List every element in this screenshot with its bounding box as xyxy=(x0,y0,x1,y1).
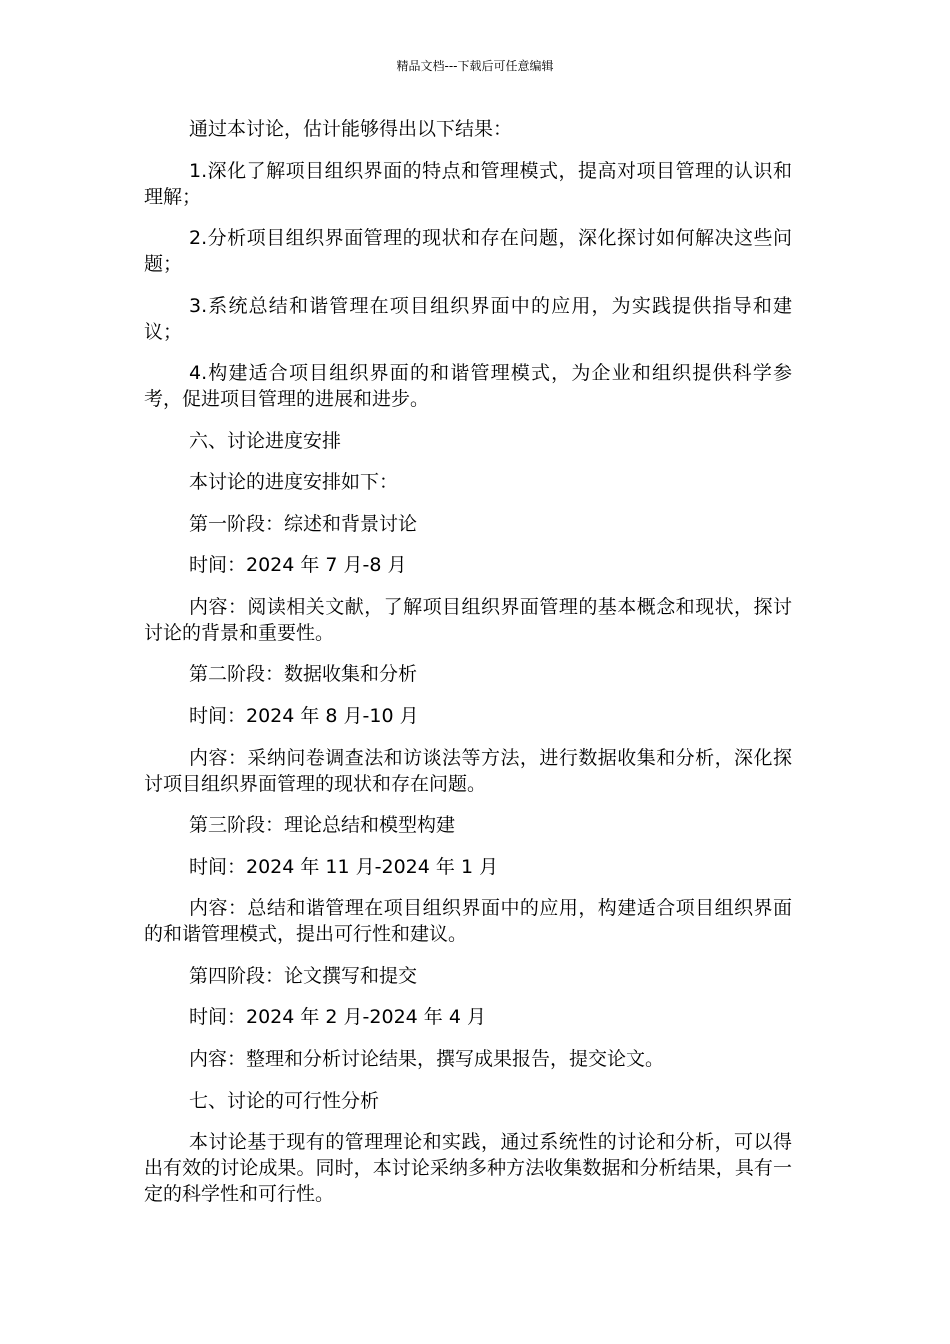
stage-3-title: 第三阶段：理论总结和模型构建 xyxy=(189,814,456,837)
paragraph-result-4: 4.构建适合项目组织界面的和谐管理模式，为企业和组织提供科学参考，促进项目管理的进展和进步。 xyxy=(144,362,792,411)
stage-1-title: 第一阶段：综述和背景讨论 xyxy=(189,512,418,535)
stage-4-time: 时间：2024 年 2 月-2024 年 4 月 xyxy=(189,1006,486,1029)
paragraph-intro: 通过本讨论，估计能够得出以下结果： xyxy=(189,118,513,140)
stage-2-title: 第二阶段：数据收集和分析 xyxy=(189,663,418,686)
paragraph-result-1: 1.深化了解项目组织界面的特点和管理模式，提高对项目管理的认识和理解； xyxy=(144,159,792,208)
section-heading-feasibility: 七、讨论的可行性分析 xyxy=(189,1089,380,1112)
paragraph-feasibility: 本讨论基于现有的管理理论和实践，通过系统性的讨论和分析，可以得出有效的讨论成果。同时，本讨论采纳多种方法收集数据和分析结果，具有一定的科学性和可行性。 xyxy=(144,1131,792,1206)
stage-2-time: 时间：2024 年 8 月-10 月 xyxy=(189,705,419,728)
section-heading-schedule: 六、讨论进度安排 xyxy=(189,429,342,452)
stage-3-content: 内容：总结和谐管理在项目组织界面中的应用，构建适合项目组织界面的和谐管理模式，提出可行性和建议。 xyxy=(144,897,792,946)
page-header: 精品文档---下载后可任意编辑 xyxy=(396,59,554,73)
paragraph-result-2: 2.分析项目组织界面管理的现状和存在问题，深化探讨如何解决这些问题； xyxy=(144,227,792,276)
stage-3-time: 时间：2024 年 11 月-2024 年 1 月 xyxy=(189,855,499,878)
stage-2-content: 内容：采纳问卷调查法和访谈法等方法，进行数据收集和分析，深化探讨项目组织界面管理的现状和存在问题。 xyxy=(144,746,792,795)
stage-4-title: 第四阶段：论文撰写和提交 xyxy=(189,964,418,987)
paragraph-result-3: 3.系统总结和谐管理在项目组织界面中的应用，为实践提供指导和建议； xyxy=(144,294,792,343)
stage-1-content: 内容：阅读相关文献，了解项目组织界面管理的基本概念和现状，探讨讨论的背景和重要性。 xyxy=(144,595,792,644)
paragraph-schedule-intro: 本讨论的进度安排如下： xyxy=(189,471,399,494)
stage-4-content: 内容：整理和分析讨论结果，撰写成果报告，提交论文。 xyxy=(189,1048,665,1071)
stage-1-time: 时间：2024 年 7 月-8 月 xyxy=(189,554,407,577)
document-body xyxy=(144,116,792,1223)
